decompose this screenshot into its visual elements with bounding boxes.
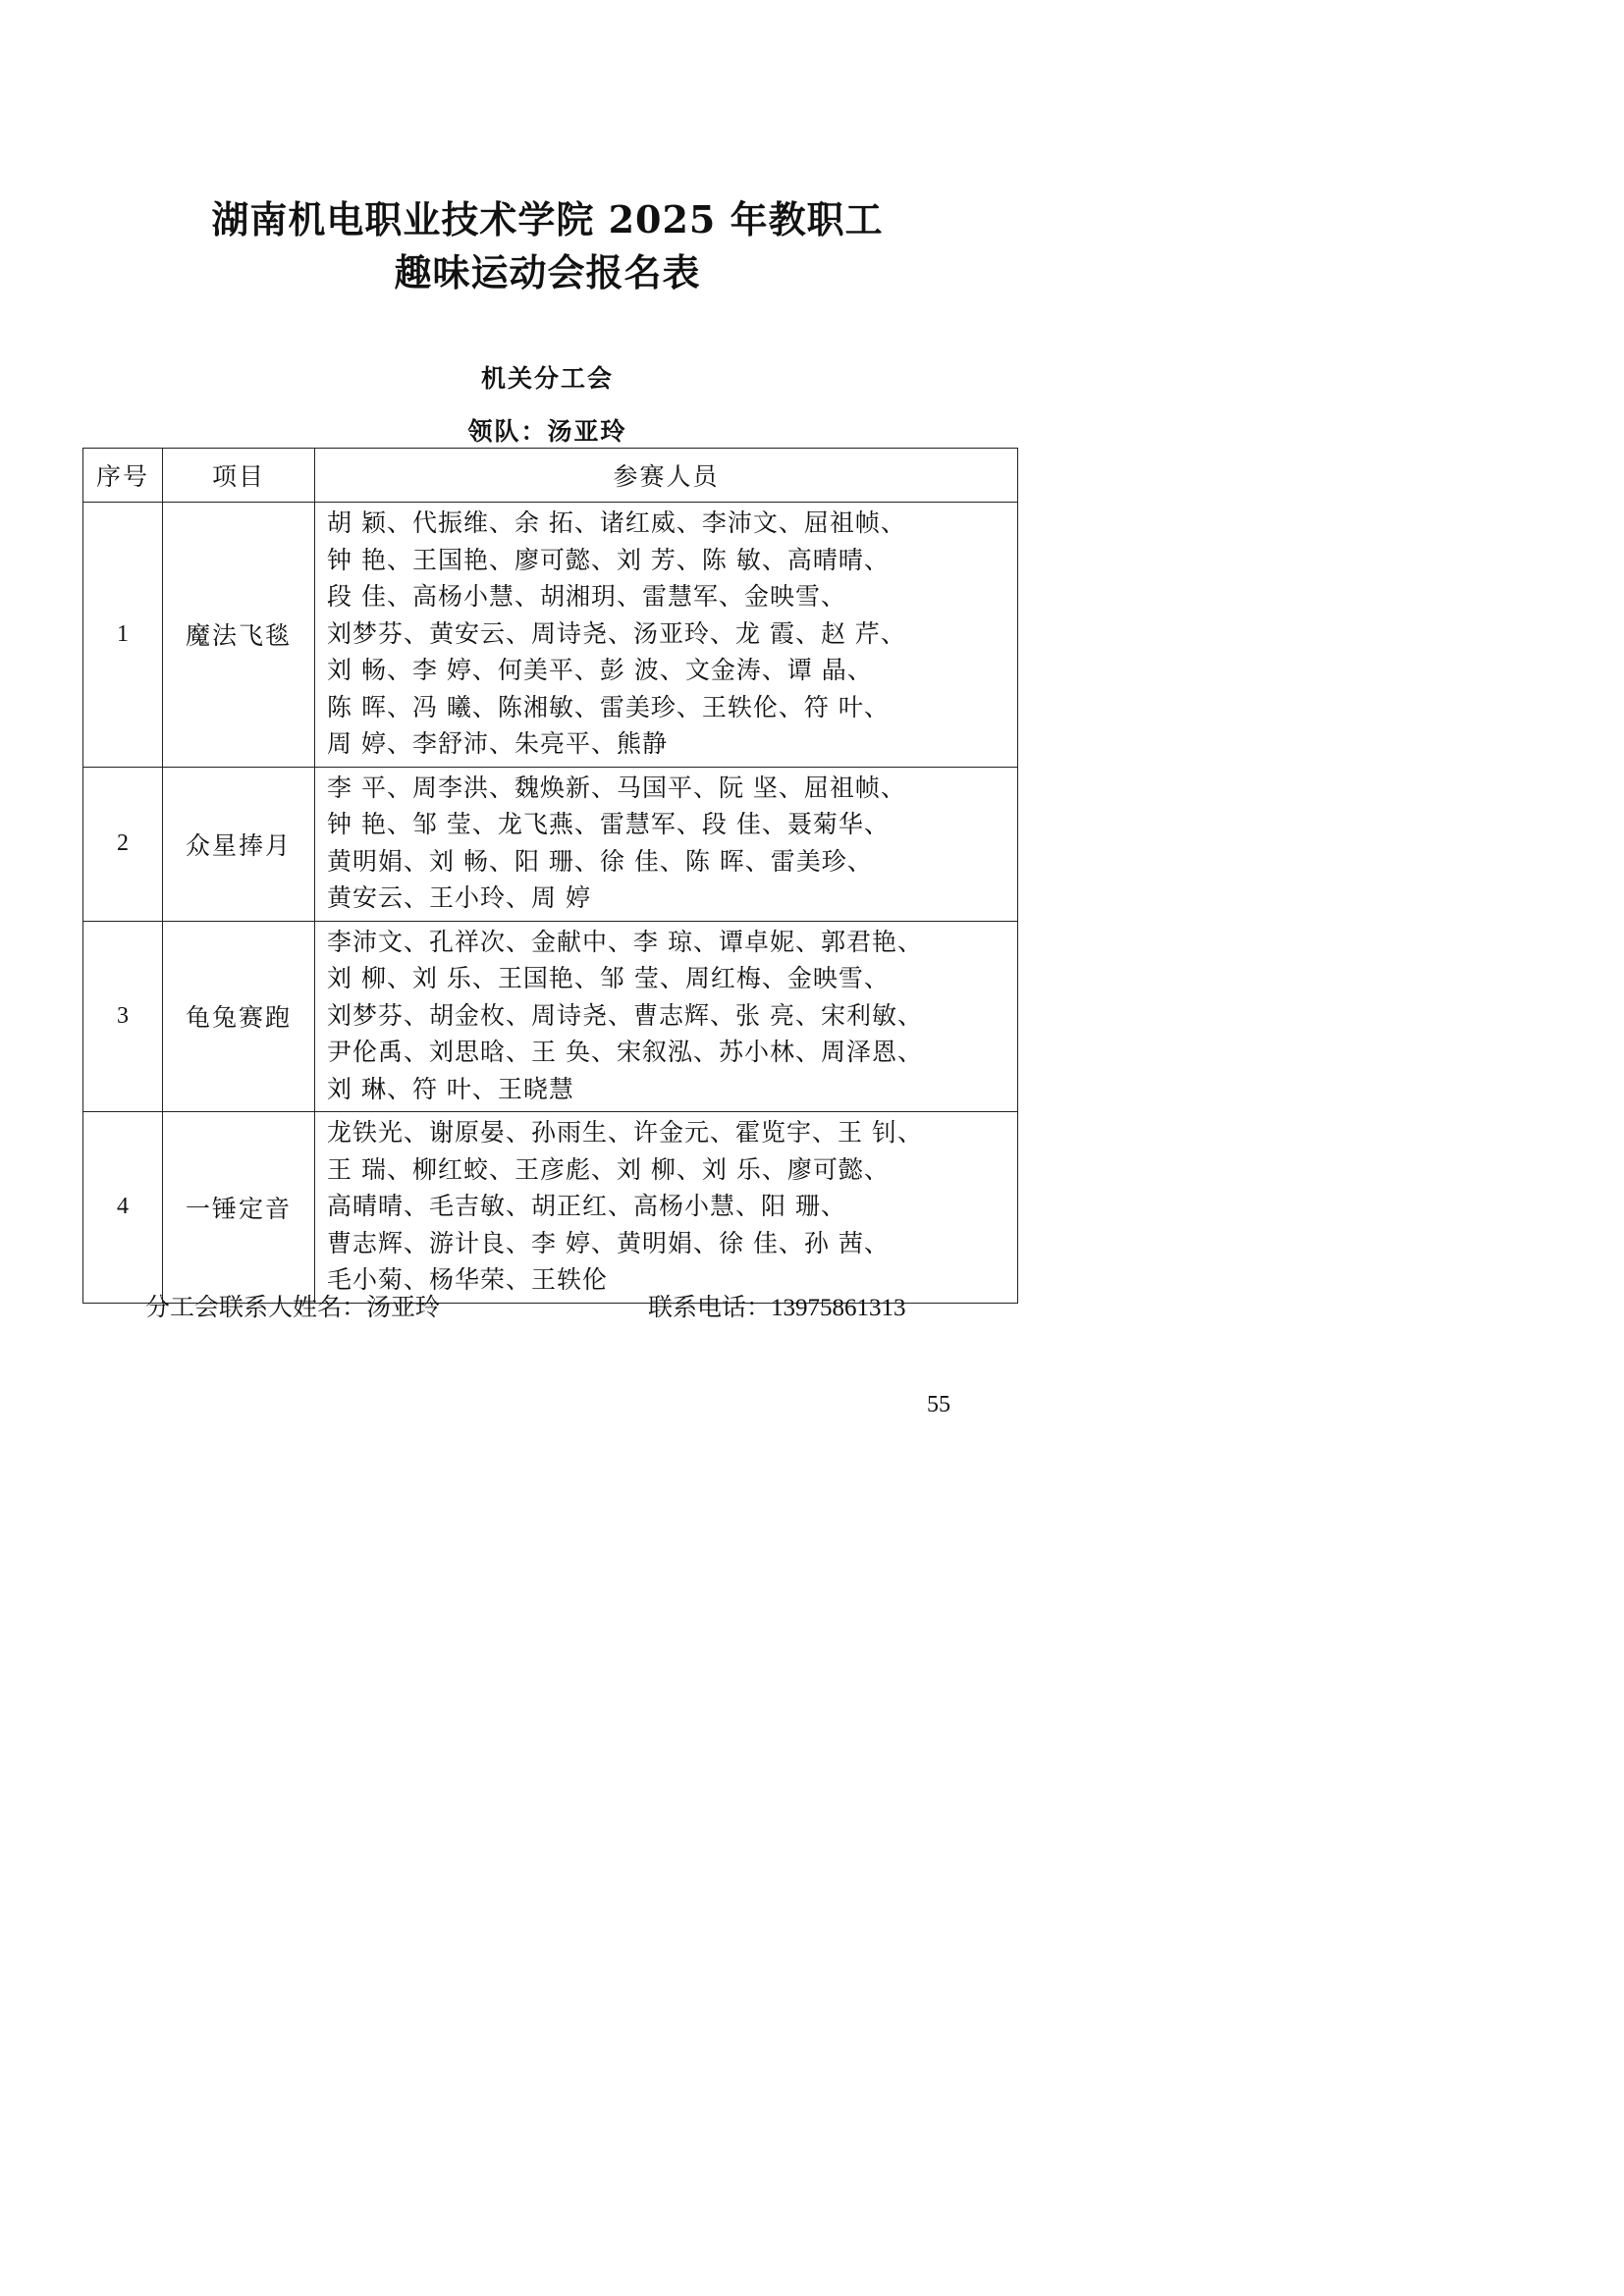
page-number: 55 bbox=[927, 1392, 950, 1417]
document-title-line2: 趣味运动会报名表 bbox=[394, 250, 701, 294]
contact-person bbox=[145, 1288, 440, 1323]
phone-label: 联系电话： bbox=[648, 1293, 772, 1321]
document-title-line1: 湖南机电职业技术学院 2025 年教职工 bbox=[211, 197, 884, 241]
row-item: 魔法飞毯 bbox=[163, 503, 315, 768]
row-item: 众星捧月 bbox=[163, 767, 315, 921]
row-number: 3 bbox=[83, 921, 163, 1112]
row-participants: 李沛文、孔祥次、金献中、李 琼、谭卓妮、郭君艳、 刘 柳、刘 乐、王国艳、邹 莹、周红梅、金映雪、 刘梦芬、胡金枚、周诗尧、曹志辉、张 亮、宋利敏、 尹伦禹、刘思晗、王 奂、宋叙泓、苏小林、周泽恩、 刘 琳、符 叶、王晓慧 bbox=[315, 921, 1018, 1112]
team-leader: 领队：汤亚玲 bbox=[467, 417, 627, 446]
table-row bbox=[83, 767, 1018, 921]
table-header-row bbox=[83, 449, 1018, 503]
table-row bbox=[83, 1112, 1018, 1304]
row-item: 龟兔赛跑 bbox=[163, 921, 315, 1112]
contact-name-value: 汤亚玲 bbox=[366, 1293, 441, 1321]
table-row bbox=[83, 921, 1018, 1112]
registration-table bbox=[82, 448, 1018, 1304]
row-item: 一锤定音 bbox=[163, 1112, 315, 1304]
contact-label: 分工会联系人姓名： bbox=[145, 1293, 367, 1321]
header-item: 项目 bbox=[163, 449, 315, 503]
table-row bbox=[83, 503, 1018, 768]
row-number: 4 bbox=[83, 1112, 163, 1304]
contact-phone bbox=[648, 1288, 906, 1323]
header-participants: 参赛人员 bbox=[315, 449, 1018, 503]
row-number: 2 bbox=[83, 767, 163, 921]
department-name: 机关分工会 bbox=[480, 364, 614, 393]
row-number: 1 bbox=[83, 503, 163, 768]
header-number: 序号 bbox=[83, 449, 163, 503]
row-participants: 龙铁光、谢原晏、孙雨生、许金元、霍览宇、王 钊、 王 瑞、柳红蛟、王彦彪、刘 柳、刘 乐、廖可懿、 高晴晴、毛吉敏、胡正红、高杨小慧、阳 珊、 曹志辉、游计良、李 婷、黄明娟、徐 佳、孙 茜、 毛小菊、杨华荣、王轶伦 bbox=[315, 1112, 1018, 1304]
row-participants: 胡 颖、代振维、余 拓、诸红威、李沛文、屈祖帧、 钟 艳、王国艳、廖可懿、刘 芳、陈 敏、高晴晴、 段 佳、高杨小慧、胡湘玥、雷慧军、金映雪、 刘梦芬、黄安云、周诗尧、汤亚玲、龙 霞、赵 芹、 刘 畅、李 婷、何美平、彭 波、文金涛、谭 晶、 陈 晖、冯 曦、陈湘敏、雷美珍、王轶伦、符 叶、 周 婷、李舒沛、朱亮平、熊静 bbox=[315, 503, 1018, 768]
row-participants: 李 平、周李洪、魏焕新、马国平、阮 坚、屈祖帧、 钟 艳、邹 莹、龙飞燕、雷慧军、段 佳、聂菊华、 黄明娟、刘 畅、阳 珊、徐 佳、陈 晖、雷美珍、 黄安云、王小玲、周 婷 bbox=[315, 767, 1018, 921]
phone-value: 13975861313 bbox=[771, 1295, 906, 1321]
